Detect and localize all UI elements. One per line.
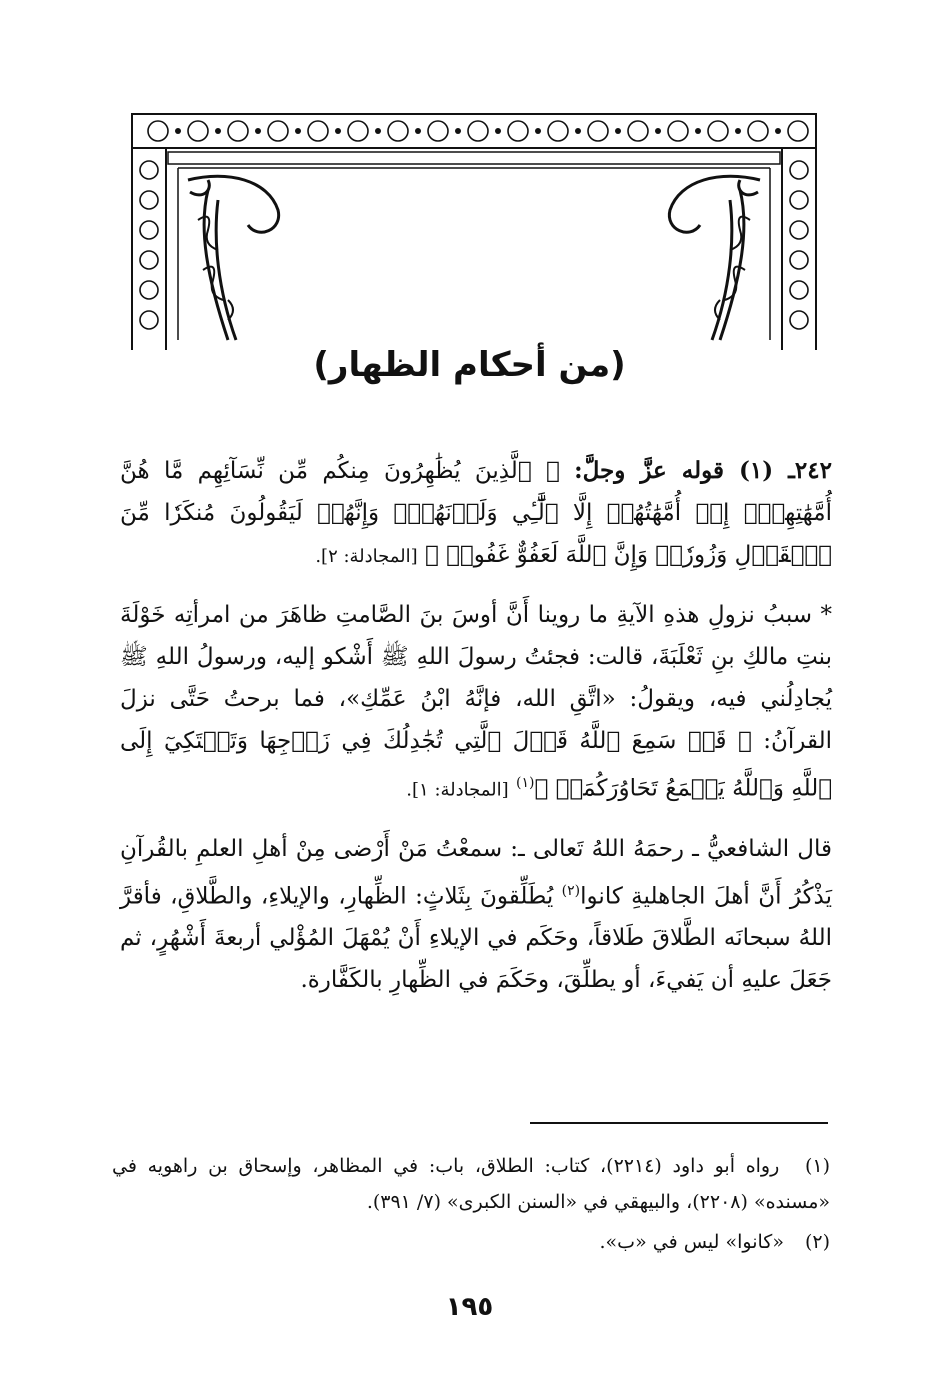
quran-verse: ﴿ قَدۡ سَمِعَ ٱللَّهُ قَوۡلَ ٱلَّتِي تُجَٰدِلُكَ فِي زَوۡجِهَا وَتَشۡتَكِيٓ إِلَى ٱللَّهِ وَٱللَّهُ يَسۡمَعُ تَحَاوُرَكُمَآۚ ﴾ bbox=[120, 728, 832, 802]
page-number: ١٩٥ bbox=[445, 1292, 494, 1322]
paragraph-text: قال الشافعيُّ ـ رحمَهُ اللهُ تَعالى ـ: سمعْتُ مَنْ أَرْضى مِنْ أهلِ العلمِ بالقُرآنِ يَذْكُرُ أَنَّ أهلَ الجاهليةِ كانوا bbox=[120, 835, 833, 910]
quran-verse: ﴿ ٱلَّذِينَ يُظَٰهِرُونَ مِنكُم مِّن نِّسَآئِهِم مَّا هُنَّ أُمَّهَٰتِهِمۡۖ إِنۡ أُمَّهَٰتُهُمۡ إِلَّا ٱلَّٰٓـِٔي وَلَدۡنَهُمۡۚ وَإِنَّهُمۡ لَيَقُولُونَ مُنكَرٗا مِّنَ ٱلۡقَوۡلِ وَزُورٗاۚ وَإِنَّ ٱللَّهَ لَعَفُوٌّ غَفُورٞ ﴾ bbox=[120, 458, 832, 568]
paragraph-3 bbox=[120, 828, 832, 1002]
footnote bbox=[112, 1148, 830, 1220]
footnote-ref: (١) bbox=[516, 775, 535, 791]
footnote bbox=[112, 1224, 830, 1260]
footnotes bbox=[112, 1148, 830, 1264]
entry-lead: ٢٤٢ـ (١) قوله عزَّ وجلَّ: bbox=[574, 457, 832, 484]
footnote-ref: (٢) bbox=[561, 882, 581, 899]
main-text bbox=[120, 450, 832, 1017]
paragraph-text: * سببُ نزولِ هذهِ الآيةِ ما روينا أَنَّ أوسَ بنَ الصَّامتِ ظاهَرَ من امرأتِه خَوْلَةَ بنتِ مالكِ بنِ ثَعْلَبَةَ، قالت: فجئتُ رسولَ اللهِ ﷺ أَشْكو إليه، ورسولُ اللهِ ﷺ يُجادِلُني فيه، ويقولُ: «اتَّقِ الله، فإنَّهُ ابْنُ عَمِّكِ»، فما برحتُ حَتَّى نزلَ القرآنُ: bbox=[120, 602, 832, 754]
verse-citation: [المجادلة: ٢]. bbox=[315, 546, 418, 567]
section-title: (من أحكام الظهار) bbox=[313, 345, 626, 385]
footnote-number: (٢) bbox=[804, 1231, 830, 1253]
footnote-divider bbox=[530, 1122, 828, 1124]
verse-citation: [المجادلة: ١]. bbox=[406, 779, 509, 801]
footnote-number: (١) bbox=[804, 1155, 830, 1177]
ornamental-frame bbox=[118, 100, 830, 360]
footnote-text: رواه أبو داود (٢٢١٤)، كتاب: الطلاق، باب: في المظاهر، وإسحاق بن راهويه في «مسنده» (٢٢٠٨)، والبيهقي في «السنن الكبرى» (٧/ ٣٩١). bbox=[112, 1155, 830, 1213]
footnote-text: «كانوا» ليس في «ب». bbox=[599, 1231, 784, 1253]
paragraph-2 bbox=[120, 594, 832, 812]
paragraph-1 bbox=[120, 450, 832, 578]
paragraph-text: يُطَلِّقونَ بِثَلاثٍ: الظِّهارِ، والإيلاءِ، والطَّلاقِ، فأقرَّ اللهُ سبحانَه الطَّلاقَ طَلاقاً، وحَكَم في الإيلاءِ أَنْ يُمْهَلَ المُؤْلي أربعةَ أَشْهُرٍ، ثم جَعَلَ عليهِ أن يَفيءَ، أو يطلِّقَ، وحَكَمَ في الظِّهارِ بالكَفَّارة. bbox=[120, 883, 832, 994]
